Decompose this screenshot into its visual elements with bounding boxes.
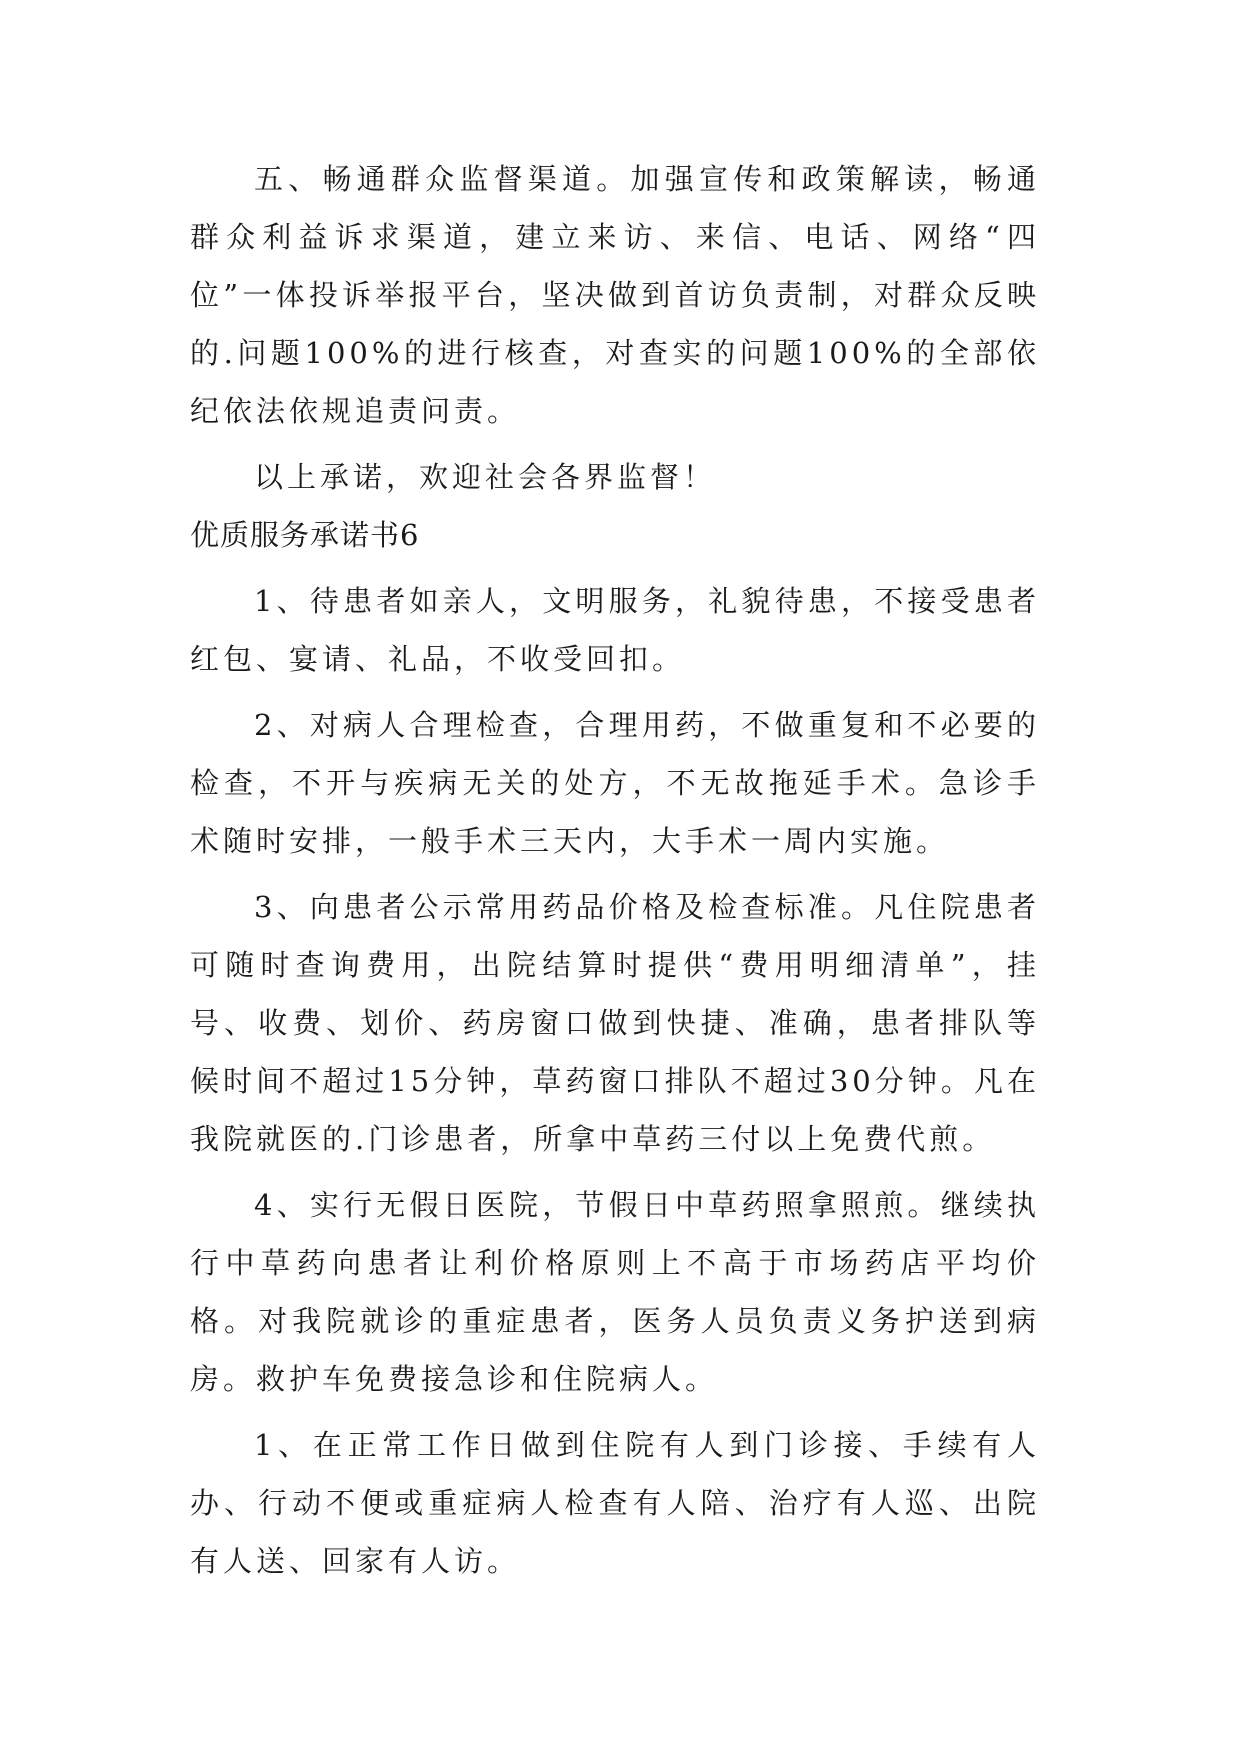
document-body [190,150,1040,1590]
section-heading: 优质服务承诺书6 [190,518,420,552]
list-item: 3、向患者公示常用药品价格及检查标准。凡住院患者可随时查询费用，出院结算时提供“费用明细清单”，挂号、收费、划价、药房窗口做到快捷、准确，患者排队等候时间不超过15分钟，草药窗口排队不超过30分钟。凡在我院就医的.门诊患者，所拿中草药三付以上免费代煎。 [190,890,1040,1156]
list-item: 2、对病人合理检查，合理用药，不做重复和不必要的检查，不开与疾病无关的处方，不无故拖延手术。急诊手术随时安排，一般手术三天内，大手术一周内实施。 [190,708,1040,858]
list-item: 4、实行无假日医院，节假日中草药照拿照煎。继续执行中草药向患者让利价格原则上不高于市场药店平均价格。对我院就诊的重症患者，医务人员负责义务护送到病房。救护车免费接急诊和住院病人。 [190,1188,1040,1396]
list-item: 1、在正常工作日做到住院有人到门诊接、手续有人办、行动不便或重症病人检查有人陪、治疗有人巡、出院有人送、回家有人访。 [190,1428,1040,1578]
list-item: 1、待患者如亲人，文明服务，礼貌待患，不接受患者红包、宴请、礼品，不收受回扣。 [190,584,1040,676]
paragraph-closing-statement: 以上承诺，欢迎社会各界监督！ [254,460,717,494]
paragraph-supervision-channels: 五、畅通群众监督渠道。加强宣传和政策解读，畅通群众利益诉求渠道，建立来访、来信、电话、网络“四位”一体投诉举报平台，坚决做到首访负责制，对群众反映的.问题100%的进行核查，对查实的问题100%的全部依纪依法依规追责问责。 [190,162,1040,428]
